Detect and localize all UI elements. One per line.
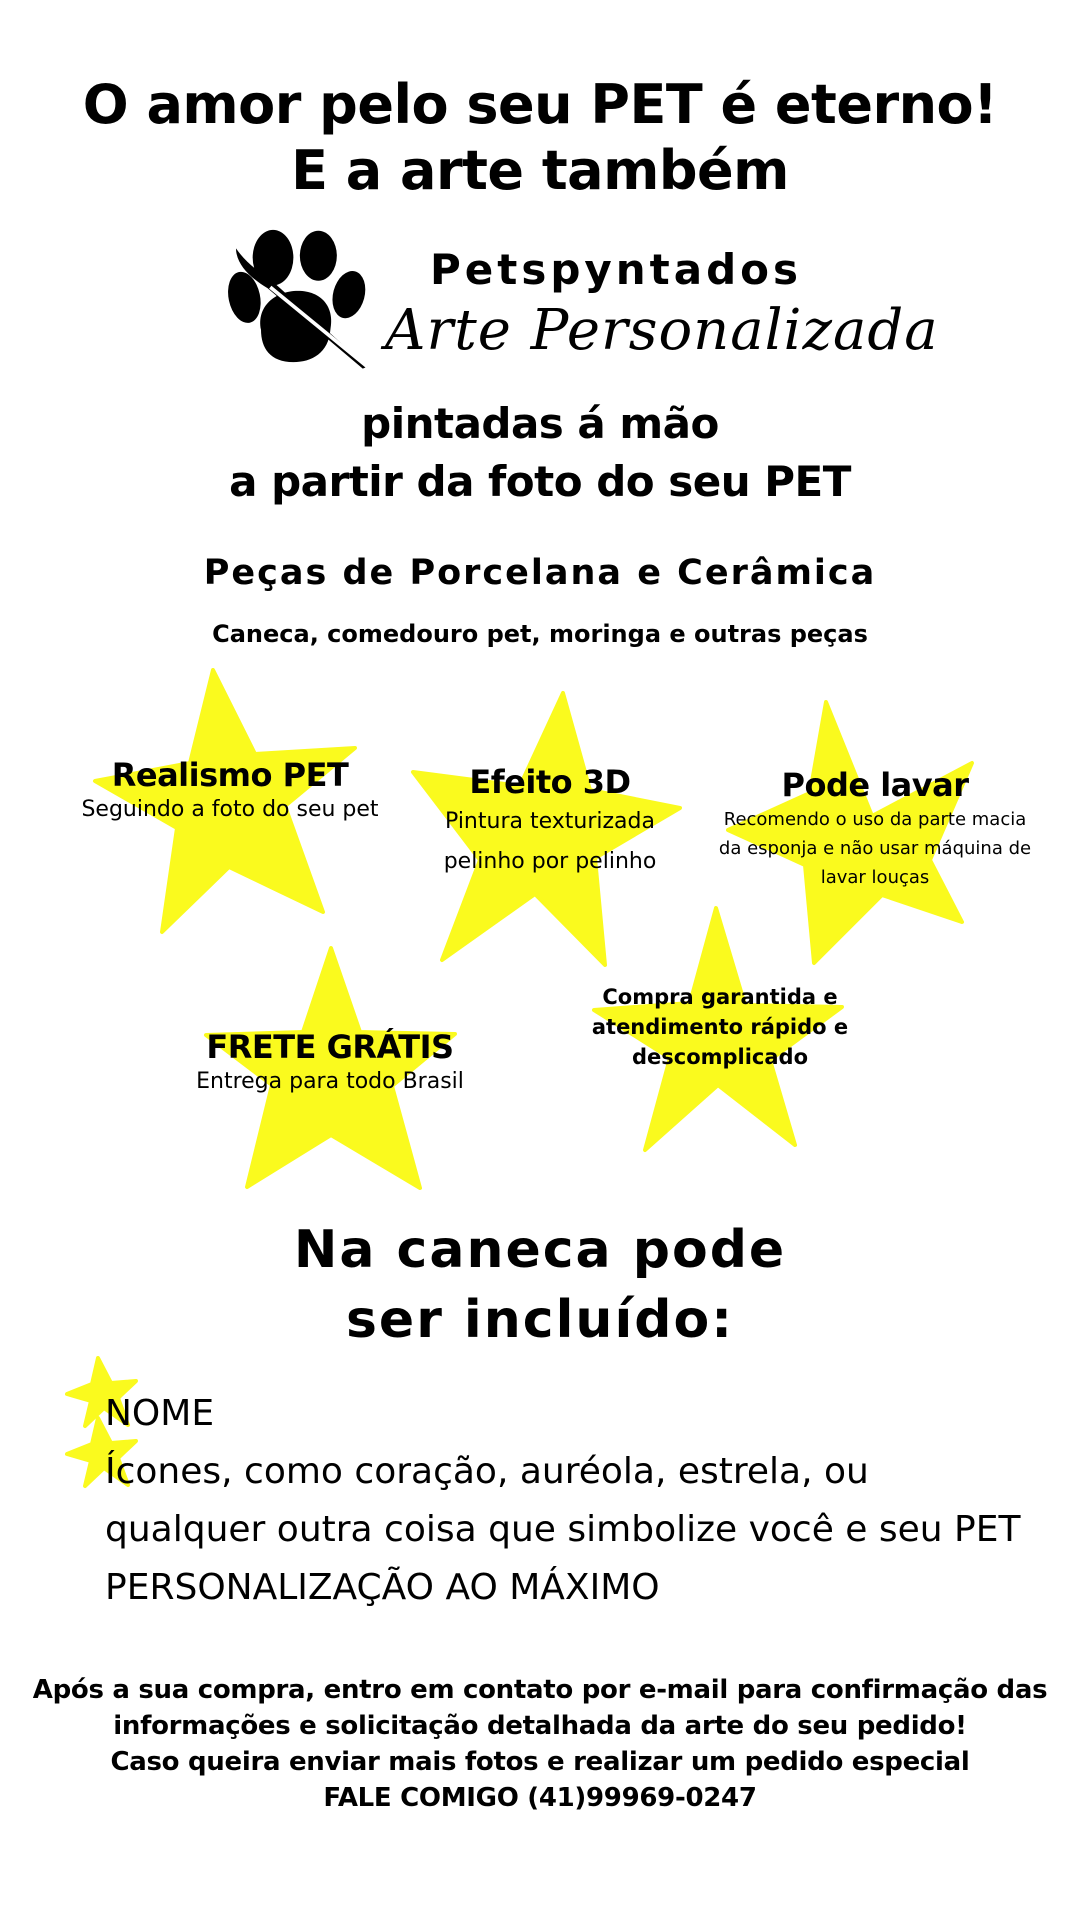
feature-description: Entrega para todo Brasil xyxy=(196,1069,464,1094)
feature-description-line-3: lavar louças xyxy=(820,867,930,888)
feature-line-3: descomplicado xyxy=(631,1045,809,1069)
feature-description-line-2: pelinho por pelinho xyxy=(443,849,657,874)
feature-efeito-3d xyxy=(400,762,700,882)
feature-realismo-pet xyxy=(60,755,400,825)
subheadline xyxy=(0,395,1080,511)
brand-tagline: Arte Personalizada xyxy=(385,298,939,363)
list-item: PERSONALIZAÇÃO AO MÁXIMO xyxy=(105,1567,660,1608)
list-item: NOME xyxy=(105,1393,215,1434)
products-subtitle: Caneca, comedouro pet, moringa e outras peças xyxy=(212,620,868,648)
feature-description: Seguindo a foto do seu pet xyxy=(81,797,379,822)
brand-name: Petspyntados xyxy=(430,245,803,294)
included-list xyxy=(105,1385,1021,1617)
feature-frete-gratis xyxy=(180,1027,480,1097)
included-title-line-1: Na caneca pode xyxy=(293,1220,787,1280)
headline-line-2: E a arte também xyxy=(291,139,789,202)
subheadline-line-2: a partir da foto do seu PET xyxy=(229,457,851,506)
paw-with-brush-icon xyxy=(218,228,378,376)
feature-description-line-1: Recomendo o uso da parte macia xyxy=(723,809,1027,830)
feature-pode-lavar xyxy=(705,765,1045,892)
feature-title: Realismo PET xyxy=(111,756,349,794)
footer-line-3: Caso queira enviar mais fotos e realizar um pedido especial xyxy=(110,1747,970,1777)
feature-description-line-2: da esponja e não usar máquina de xyxy=(718,838,1032,859)
headline xyxy=(0,72,1080,204)
headline-line-1: O amor pelo seu PET é eterno! xyxy=(82,73,998,136)
feature-title: FRETE GRÁTIS xyxy=(206,1028,454,1066)
feature-description-line-1: Pintura texturizada xyxy=(445,809,655,834)
feature-line-1: Compra garantida e xyxy=(602,985,838,1009)
list-item: Ícones, como coração, auréola, estrela, ou xyxy=(105,1451,869,1492)
footer-contact xyxy=(0,1672,1080,1816)
feature-compra-garantida xyxy=(580,982,860,1072)
products-title: Peças de Porcelana e Cerâmica xyxy=(203,553,877,593)
feature-line-2: atendimento rápido e xyxy=(591,1015,849,1039)
subheadline-line-1: pintadas á mão xyxy=(361,399,719,448)
feature-title: Pode lavar xyxy=(781,766,969,804)
included-title xyxy=(0,1215,1080,1355)
footer-line-2: informações e solicitação detalhada da arte do seu pedido! xyxy=(113,1711,967,1741)
footer-line-1: Após a sua compra, entro em contato por e-mail para confirmação das xyxy=(32,1675,1048,1705)
list-item: qualquer outra coisa que simbolize você e seu PET xyxy=(105,1509,1021,1550)
feature-title: Efeito 3D xyxy=(469,763,631,801)
included-title-line-2: ser incluído: xyxy=(345,1290,735,1350)
footer-phone: FALE COMIGO (41)99969-0247 xyxy=(323,1783,757,1813)
